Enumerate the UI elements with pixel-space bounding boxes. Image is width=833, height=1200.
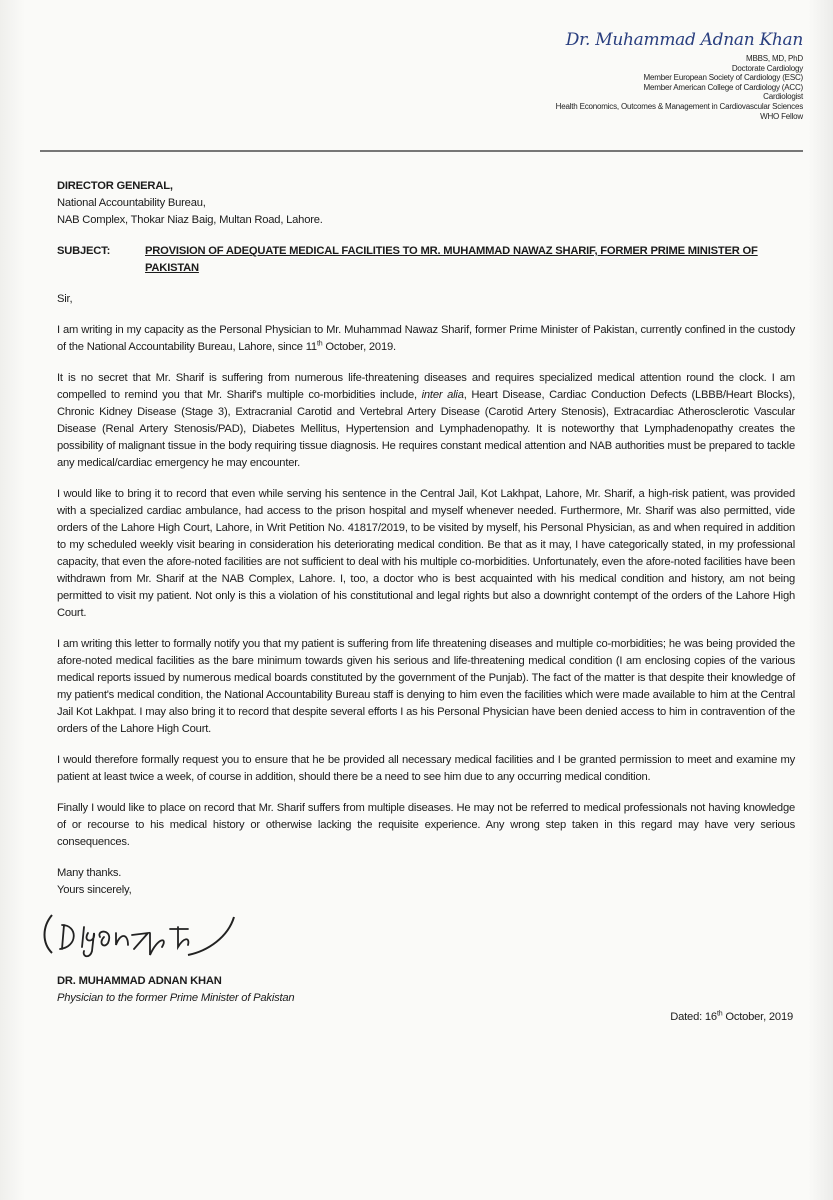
subject-line [57,243,795,277]
credential: Member European Society of Cardiology (ESC) [643,73,803,83]
salutation: Sir, [57,293,73,305]
credential: Cardiologist [763,92,803,102]
paragraph-1 [57,322,795,356]
letter-body [57,0,795,1060]
paragraph-3: I would like to bring it to record that even while serving his sentence in the Central Jail, Kot Lakhpat, Lahore, Mr. Sharif, a high-risk patient, was provided with a specialized cardiac ambulance, had access to the prison hospital and myself whenever needed. Furthermore, Mr. Sharif was also permitted, vide orders of the Lahore High Court, Lahore, in Writ Petition No. 41817/2019, to be visited by myself, his Personal Physician, as and when required in addition to my scheduled weekly visit bearing in consideration his deteriorating medical condition. Be that as it may, I have categorically stated, in my professional capacity, that even the afore-noted facilities are not sufficient to deal with his multiple co-morbidities. Unfortunately, even the afore-noted facilities have been withdrawn from Mr. Sharif at the NAB Complex, Lahore. I, too, a doctor who is best acquainted with his medical condition and history, am not being permitted to visit my patient. Not only is this a violation of his constitutional and legal rights but also a downright contempt of the orders of the Lahore High Court. [57,488,795,619]
credential: Health Economics, Outcomes & Management in Cardiovascular Sciences [555,101,803,111]
paragraph-6: Finally I would like to place on record that Mr. Sharif suffers from multiple diseases. He may not be referred to medical professionals not having knowledge of or recourse to his medical history or otherwise lacking the requisite experience. Any wrong step taken in this regard may have very serious consequences. [57,802,795,848]
recipient-address: NAB Complex, Thokar Niaz Baig, Multan Road, Lahore. [57,214,323,226]
p2-italic: inter alia [421,389,464,401]
recipient-title: DIRECTOR GENERAL, [57,180,173,192]
date-text: Dated: 16 [670,1011,717,1023]
recipient-org: National Accountability Bureau, [57,197,206,209]
letterhead-name: Dr. Muhammad Adnan Khan [565,30,803,50]
p1-sup: th [316,340,323,348]
signature [38,903,248,963]
credential: Doctorate Cardiology [731,63,803,73]
signatory-name: DR. MUHAMMAD ADNAN KHAN [57,975,222,987]
signatory [57,973,795,1007]
subject-text: PROVISION OF ADEQUATE MEDICAL FACILITIES TO MR. MUHAMMAD NAWAZ SHARIF, FORMER PRIME MINISTER OF PAKISTAN [145,245,758,274]
date-line [57,1009,793,1026]
date-text-end: October, 2019 [722,1011,793,1023]
closing [57,865,795,899]
date-sup: th [716,1010,723,1018]
subject-label: SUBJECT: [57,245,111,257]
p1-text-end: October, 2019. [322,341,396,353]
p1-text: I am writing in my capacity as the Personal Physician to Mr. Muhammad Nawaz Sharif, former Prime Minister of Pakistan, currently confined in the custody of the National Accountability Bureau, Lahore, since 11 [57,324,795,353]
signatory-title: Physician to the former Prime Minister of Pakistan [57,992,295,1004]
paragraph-5: I would therefore formally request you to ensure that he be provided all necessary medical facilities and I be granted permission to meet and examine my patient at least twice a week, of course in addition, should there be a need to see him due to any occurring medical condition. [57,754,795,783]
recipient-block [57,178,795,229]
closing-yours: Yours sincerely, [57,884,132,896]
credential: MBBS, MD, PhD [746,54,803,63]
credential: WHO Fellow [760,111,803,121]
credential: Member American College of Cardiology (ACC) [643,82,803,92]
p2-text-end: , Heart Disease, Cardiac Conduction Defects (LBBB/Heart Blocks), Chronic Kidney Disease (Stage 3), Extracranial Carotid and Vertebral Artery Disease (Carotid Artery Stenosis), Extracardiac Atherosclerotic Vascular Disease (Renal Artery Stenosis/PAD), Diabetes Mellitus, Hypertension and Lymphadenopathy. It is noteworthy that Lymphadenopathy creates the possibility of malignant tissue in the body requiring tissue diagnosis. He requires constant medical attention and NAB authorities must be prepared to tackle any medical/cardiac emergency he may encounter. [57,389,795,469]
paragraph-2 [57,370,795,472]
p2-text: It is no secret that Mr. Sharif is suffering from numerous life-threatening diseases and requires specialized medical attention round the clock. I am compelled to remind you that Mr. Sharif's multiple co-morbidities include, [57,372,795,401]
paragraph-4: I am writing this letter to formally notify you that my patient is suffering from life threatening diseases and multiple co-morbidities; he was being provided the afore-noted medical facilities as the bare minimum towards given his serious and life-threatening medical condition (I am enclosing copies of the various medical reports issued by numerous medical boards constituted by the government of the Punjab). The fact of the matter is that despite their knowledge of my patient's medical condition, the National Accountability Bureau staff is denying to him even the facilities which were made available to him at the Central Jail Kot Lakhpat. I may also bring it to record that despite several efforts I as his Personal Physician have been denied access to him in contravention of the orders of the Lahore High Court. [57,638,795,735]
closing-thanks: Many thanks. [57,867,122,879]
